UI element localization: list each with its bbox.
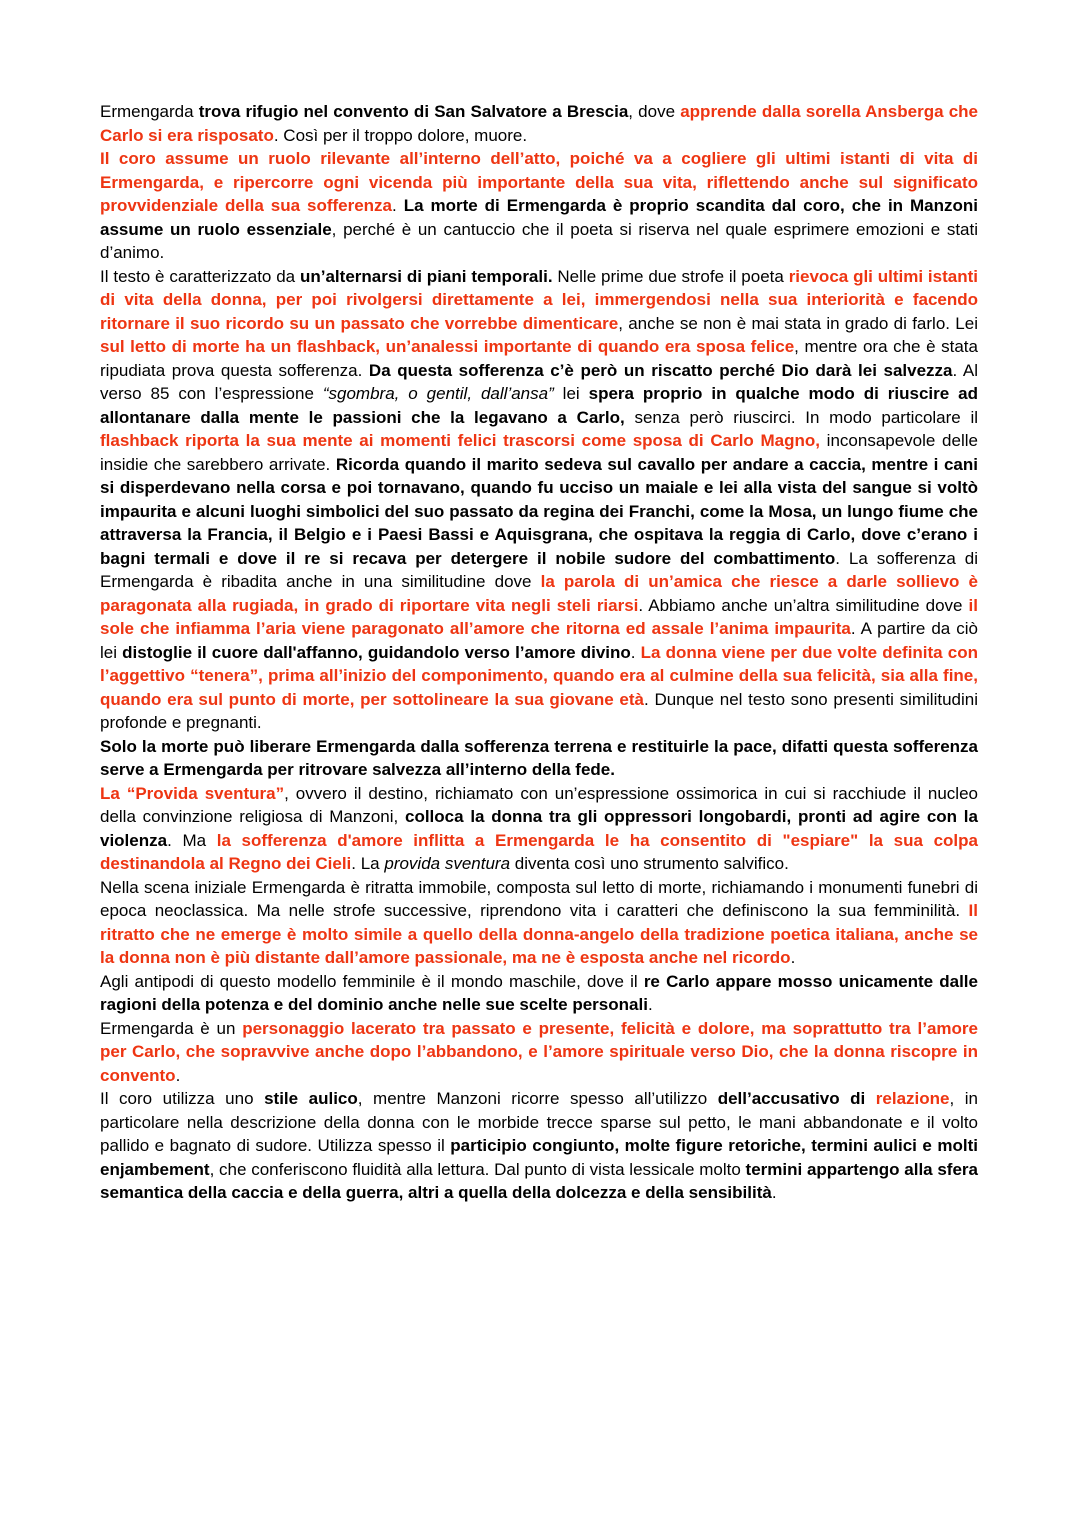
text-run: , mentre ora che è stata ripudiata prova questa sofferenza. (100, 337, 978, 380)
text-run: . Ma (167, 830, 217, 850)
text-run: , mentre Manzoni ricorre spesso all’utilizzo (357, 1089, 718, 1108)
text-run: personaggio lacerato tra passato e presente, felicità e dolore, ma soprattutto tra l’amore per Carlo, che sopravvive anche dopo l’abbandono, e l’amore spirituale verso Dio, che la donna riscopre in convento (100, 1018, 978, 1085)
text-run: , dove (628, 102, 681, 121)
document-body (100, 100, 978, 1205)
text-run: inconsapevole delle insidie che sarebbero arrivate. (100, 431, 978, 474)
text-run: . (392, 196, 404, 215)
text-run: La “Provida sventura” (100, 783, 285, 803)
text-run: . Abbiamo anche un’altra similitudine dove (638, 595, 969, 615)
text-run: Il coro assume un ruolo rilevante all’interno dell’atto, poiché va a cogliere gli ultimi istanti di vita di Ermengarda, e ripercorre ogni vicenda più importante della sua vita, riflettendo anche sul significato provvidenziale della sua sofferenza (100, 149, 978, 215)
paragraph (100, 147, 978, 265)
text-run: apprende dalla sorella Ansberga che Carlo si era risposato (100, 102, 978, 145)
paragraph (100, 100, 978, 147)
paragraph (100, 735, 978, 782)
text-run: Nelle prime due strofe il poeta (552, 266, 789, 286)
text-run: . Così per il troppo dolore, muore. (273, 125, 528, 145)
text-run: participio congiunto, molte figure retoriche, termini aulici e molti enjambement (100, 1136, 978, 1179)
text-run: termini appartengo alla sfera semantica della caccia e della guerra, altri a quella della dolcezza e della sensibilità (100, 1159, 978, 1202)
text-run: spera proprio in qualche modo di riuscire ad allontanare dalla mente le passioni che la legavano a Carlo, (100, 384, 978, 427)
text-run: stile aulico (264, 1089, 358, 1108)
text-run: Ermengarda è un (100, 1018, 243, 1038)
text-run: lei (553, 384, 589, 403)
text-run: Da questa sofferenza c’è però un riscatto perché Dio darà lei salvezza (368, 360, 953, 380)
text-run: la parola di un’amica che riesce a darle sollievo è paragonata alla rugiada, in grado di riportare vita negli steli riarsi (100, 572, 978, 615)
text-run: “sgombra, o gentil, dall’ansa” (322, 384, 554, 403)
text-run: re Carlo appare mosso unicamente dalle ragioni della potenza e del dominio anche nelle sue scelte personali (100, 971, 978, 1014)
paragraph (100, 265, 978, 735)
text-run: Solo la morte può liberare Ermengarda dalla sofferenza terrena e restituirle la pace, difatti questa sofferenza serve a Ermengarda per ritrovare salvezza all’interno della fede. (100, 736, 978, 779)
text-run: Il testo è caratterizzato da (100, 266, 300, 286)
text-run: La morte di Ermengarda è proprio scandita dal coro, che in Manzoni assume un ruolo essenziale (100, 196, 978, 239)
paragraph (100, 876, 978, 970)
text-run: senza però riuscirci. In modo particolare il (624, 407, 978, 427)
text-run: . (630, 642, 641, 662)
text-run: , anche se non è mai stata in grado di farlo. Lei (618, 313, 978, 333)
text-run: . (790, 948, 796, 967)
paragraph (100, 1017, 978, 1088)
text-run: trova rifugio nel convento di San Salvatore a Brescia (198, 102, 629, 121)
text-run: un’alternarsi di piani temporali. (299, 266, 553, 286)
text-run: la sofferenza d'amore inflitta a Ermengarda le ha consentito di "espiare" la sua colpa destinandola al Regno dei Cieli (100, 830, 978, 873)
text-run: Nella scena iniziale Ermengarda è ritratta immobile, composta sul letto di morte, richiamando i monumenti funebri di epoca neoclassica. Ma nelle strofe successive, riprendono vita i caratteri che definiscono la sua femminilità. (100, 877, 978, 920)
text-run: diventa così uno strumento salvifico. (510, 854, 789, 873)
text-run: . La (351, 854, 385, 873)
text-run: flashback riporta la sua mente ai momenti felici trascorsi come sposa di Carlo Magno, (100, 431, 820, 450)
text-run: il sole che infiamma l’aria viene paragonato all’amore che ritorna ed assale l’anima impaurita (100, 595, 978, 638)
text-run: dell’accusativo di (717, 1089, 876, 1108)
text-run: , perché è un cantuccio che il poeta si riserva nel quale esprimere emozioni e stati d’animo. (100, 219, 979, 262)
text-run: provida sventura (384, 854, 511, 873)
text-run: Ricorda quando il marito sedeva sul cavallo per andare a caccia, mentre i cani si disperdevano nella corsa e poi tornavano, quando fu ucciso un maiale e lei alla vista del sangue si voltò impaurita e alcuni luoghi simbolici del suo passato da regina dei Franchi, come la Mosa, un lungo fiume che attraversa la Francia, il Belgio e i Paesi Bassi e Aquisgrana, che ospitava la reggia di Carlo, dove c’erano i bagni termali e dove il re si recava per detergere il nobile sudore del combattimento (100, 454, 978, 568)
text-run: . (647, 995, 653, 1014)
text-run: Il ritratto che ne emerge è molto simile a quello della donna-angelo della tradizione poetica italiana, anche se la donna non è più distante dall’amore passionale, ma ne è esposta anche nel ricordo (100, 901, 978, 967)
text-run: , ovvero il destino, richiamato con un’espressione ossimorica in cui si racchiude il nucleo della convinzione religiosa di Manzoni, (100, 783, 978, 826)
text-run: colloca la donna tra gli oppressori longobardi, pronti ad agire con la violenza (100, 807, 978, 850)
text-run: . Al verso 85 con l’espressione (100, 360, 979, 403)
text-run: Il coro utilizza uno (100, 1089, 265, 1108)
text-run: . (771, 1183, 777, 1202)
text-run: . (175, 1065, 181, 1085)
paragraph (100, 1087, 978, 1205)
text-run: Agli antipodi di questo modello femminile è il mondo maschile, dove il (100, 971, 644, 991)
text-run: sul letto di morte ha un flashback, un’analessi importante di quando era sposa felice (100, 337, 795, 356)
paragraph (100, 782, 978, 876)
text-run: . La sofferenza di Ermengarda è ribadita anche in una similitudine dove (100, 548, 978, 591)
text-run: , che conferiscono fluidità alla lettura. Dal punto di vista lessicale molto (209, 1159, 746, 1179)
text-run: . A partire da ciò lei (100, 619, 979, 662)
paragraph (100, 970, 978, 1017)
text-run: Ermengarda (100, 102, 199, 121)
text-run: distoglie il cuore dall'affanno, guidandolo verso l’amore divino (122, 642, 631, 662)
text-run: relazione (875, 1089, 950, 1108)
text-run: , in particolare nella descrizione della donna con le morbide trecce sparse sul petto, le mani abbandonate e il volto pallido e bagnato di sudore. Utilizza spesso il (100, 1089, 978, 1155)
text-run: La donna viene per due volte definita con l’aggettivo “tenera”, prima all’inizio del componimento, quando era al culmine della sua felicità, sia alla fine, quando era sul punto di morte, per sottolineare la sua giovane età (100, 642, 979, 709)
text-run: rievoca gli ultimi istanti di vita della donna, per poi rivolgersi direttamente a lei, immergendosi nella sua interiorità e facendo ritornare il suo ricordo su un passato che vorrebbe dimenticare (100, 266, 978, 333)
text-run: . Dunque nel testo sono presenti similitudini profonde e pregnanti. (100, 689, 979, 732)
